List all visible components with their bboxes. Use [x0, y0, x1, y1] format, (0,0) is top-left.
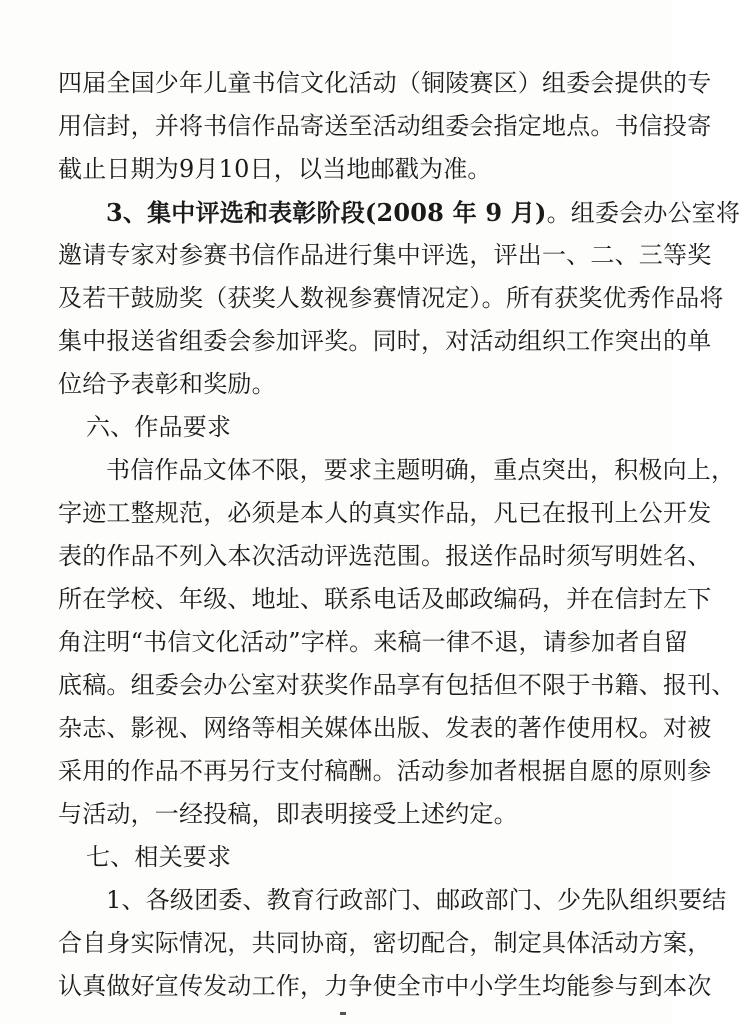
paragraph-line: 四届全国少年儿童书信文化活动（铜陵赛区）组委会提供的专	[58, 69, 712, 97]
section-heading-related-requirements: 七、相关要求	[86, 843, 232, 871]
stage-3-line	[58, 191, 740, 234]
paragraph-line: 合自身实际情况，共同协商，密切配合，制定具体活动方案，	[58, 929, 712, 957]
paragraph-line: 字迹工整规范，必须是本人的真实作品，凡已在报刊上公开发	[58, 499, 712, 527]
paragraph-line: 1、各级团委、教育行政部门、邮政部门、少先队组织要结	[106, 886, 727, 914]
paragraph-line: 集中报送省组委会参加评奖。同时，对活动组织工作突出的单	[58, 327, 712, 355]
paragraph-line: 与活动，一经投稿，即表明接受上述约定。	[58, 800, 518, 828]
paragraph-line: 表的作品不列入本次活动评选范围。报送作品时须写明姓名、	[58, 542, 712, 570]
section-heading-work-requirements: 六、作品要求	[86, 413, 232, 441]
stage-3-text: 。组委会办公室将	[546, 199, 740, 227]
paragraph-line: 及若干鼓励奖（获奖人数视参赛情况定）。所有获奖优秀作品将	[58, 284, 724, 312]
paragraph-line: 采用的作品不再另行支付稿酬。活动参加者根据自愿的原则参	[58, 757, 712, 785]
paragraph-line: 邀请专家对参赛书信作品进行集中评选，评出一、二、三等奖	[58, 241, 712, 269]
stage-3-heading: 3、集中评选和表彰阶段(2008 年 9 月)	[106, 198, 547, 227]
paragraph-line: 书信作品文体不限，要求主题明确，重点突出，积极向上，	[106, 456, 736, 484]
paragraph-line: 截止日期为9月10日，以当地邮戳为准。	[58, 155, 492, 183]
document-body	[58, 62, 740, 1008]
paragraph-line: 认真做好宣传发动工作，力争使全市中小学生均能参与到本次	[58, 972, 712, 1000]
paragraph-line: 所在学校、年级、地址、联系电话及邮政编码，并在信封左下	[58, 585, 712, 613]
paragraph-line: 用信封，并将书信作品寄送至活动组委会指定地点。书信投寄	[58, 112, 712, 140]
scan-artifact-mark	[340, 1012, 346, 1015]
paragraph-line: 位给予表彰和奖励。	[58, 370, 276, 398]
paragraph-line: 杂志、影视、网络等相关媒体出版、发表的著作使用权。对被	[58, 714, 712, 742]
paragraph-line: 底稿。组委会办公室对获奖作品享有包括但不限于书籍、报刊、	[58, 671, 736, 699]
paragraph-line: 角注明“书信文化活动”字样。来稿一律不退，请参加者自留	[58, 628, 688, 656]
